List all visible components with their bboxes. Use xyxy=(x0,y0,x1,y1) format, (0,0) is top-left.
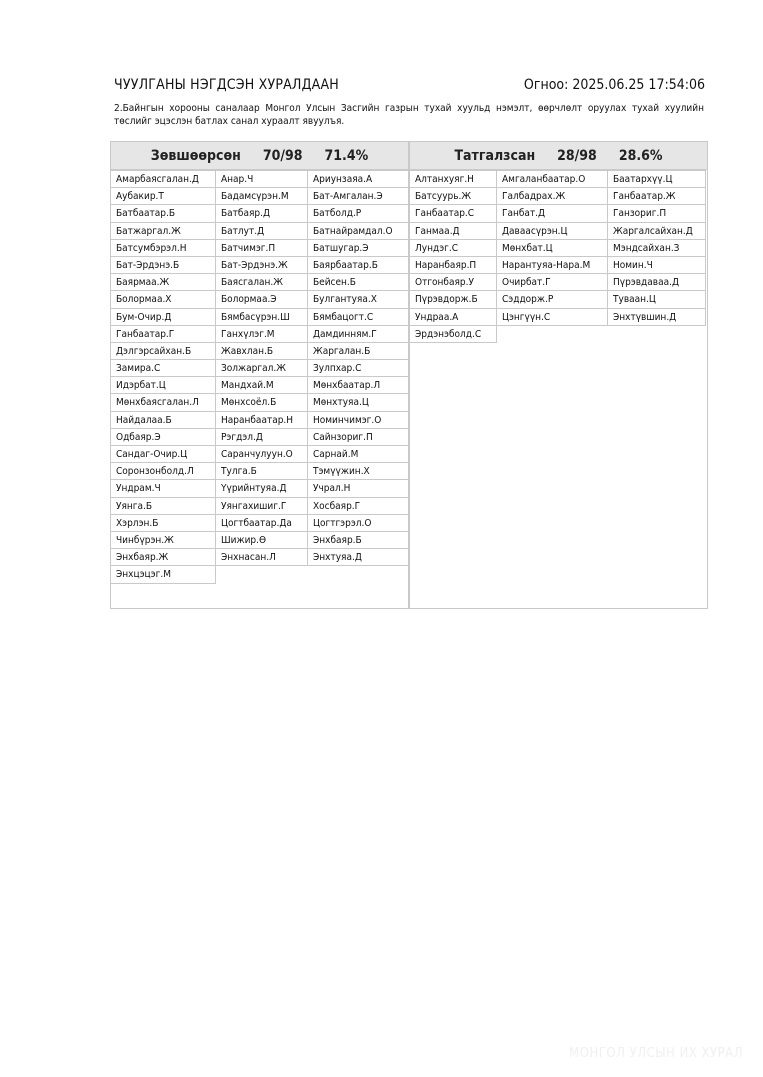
member-name-cell: Шижир.Ө xyxy=(215,531,308,549)
member-name-cell: Батлут.Д xyxy=(215,222,308,240)
member-name-cell: Хосбаяр.Г xyxy=(307,497,409,515)
member-name-cell: Наранбаатар.Н xyxy=(215,411,308,429)
member-name-cell: Соронзонболд.Л xyxy=(110,462,216,480)
member-name-cell: Зулпхар.С xyxy=(307,359,409,377)
member-name-cell: Батсуурь.Ж xyxy=(409,187,497,205)
member-name-cell: Номин.Ч xyxy=(607,256,706,274)
member-name-cell: Замира.С xyxy=(110,359,216,377)
no-votes-header xyxy=(410,142,707,170)
member-name-cell: Энхбаяр.Б xyxy=(307,531,409,549)
member-name-cell: Батнайрамдал.О xyxy=(307,222,409,240)
no-percent: 28.6% xyxy=(618,147,663,164)
member-name-cell: Ундрам.Ч xyxy=(110,479,216,497)
member-name-cell: Энхнасан.Л xyxy=(215,548,308,566)
member-name-cell: Чинбүрэн.Ж xyxy=(110,531,216,549)
member-name-cell: Бат-Эрдэнэ.Б xyxy=(110,256,216,274)
member-name-cell: Бадамсүрэн.М xyxy=(215,187,308,205)
member-name-cell: Анар.Ч xyxy=(215,170,308,188)
yes-names-grid xyxy=(111,170,408,583)
member-name-cell: Амгаланбаатар.О xyxy=(496,170,608,188)
member-name-cell: Бат-Амгалан.Э xyxy=(307,187,409,205)
member-name-cell: Баярбаатар.Б xyxy=(307,256,409,274)
member-name-cell: Ганмаа.Д xyxy=(409,222,497,240)
member-name-cell: Баясгалан.Ж xyxy=(215,273,308,291)
member-name-cell: Энхбаяр.Ж xyxy=(110,548,216,566)
member-name-cell: Мөнхбаатар.Л xyxy=(307,376,409,394)
member-name-cell: Тэмүүжин.Х xyxy=(307,462,409,480)
member-name-cell: Мөнхсоёл.Б xyxy=(215,393,308,411)
member-name-cell: Аубакир.Т xyxy=(110,187,216,205)
member-name-cell: Уянгахишиг.Г xyxy=(215,497,308,515)
member-name-cell: Батболд.Р xyxy=(307,204,409,222)
member-name-cell: Энхтүвшин.Д xyxy=(607,308,706,326)
member-name-cell: Хэрлэн.Б xyxy=(110,514,216,532)
member-name-cell: Ганзориг.П xyxy=(607,204,706,222)
member-name-cell: Тулга.Б xyxy=(215,462,308,480)
member-name-cell: Номинчимэг.О xyxy=(307,411,409,429)
member-name-cell: Саранчулуун.О xyxy=(215,445,308,463)
no-label: Татгалзсан xyxy=(454,147,536,164)
member-name-cell: Бейсен.Б xyxy=(307,273,409,291)
member-name-cell: Найдалаа.Б xyxy=(110,411,216,429)
member-name-cell: Мөнхтуяа.Ц xyxy=(307,393,409,411)
member-name-cell: Батшугар.Э xyxy=(307,239,409,257)
member-name-cell: Ганбат.Д xyxy=(496,204,608,222)
member-name-cell: Энхцэцэг.М xyxy=(110,565,216,583)
member-name-cell: Учрал.Н xyxy=(307,479,409,497)
member-name-cell: Ганбаатар.Г xyxy=(110,325,216,343)
member-name-cell: Ганхүлэг.М xyxy=(215,325,308,343)
member-name-cell: Дамдинням.Г xyxy=(307,325,409,343)
member-name-cell: Цэнгүүн.С xyxy=(496,308,608,326)
member-name-cell: Сандаг-Очир.Ц xyxy=(110,445,216,463)
member-name-cell: Золжаргал.Ж xyxy=(215,359,308,377)
member-name-cell: Очирбат.Г xyxy=(496,273,608,291)
member-name-cell: Бат-Эрдэнэ.Ж xyxy=(215,256,308,274)
member-name-cell: Энхтуяа.Д xyxy=(307,548,409,566)
member-name-cell: Жавхлан.Б xyxy=(215,342,308,360)
member-name-cell: Одбаяр.Э xyxy=(110,428,216,446)
member-name-cell: Цогтгэрэл.О xyxy=(307,514,409,532)
member-name-cell: Пүрэвдорж.Б xyxy=(409,290,497,308)
member-name-cell: Батбаатар.Б xyxy=(110,204,216,222)
session-date: Огноо: 2025.06.25 17:54:06 xyxy=(523,77,705,93)
member-name-cell: Жаргалсайхан.Д xyxy=(607,222,706,240)
member-name-cell: Батсумбэрэл.Н xyxy=(110,239,216,257)
member-name-cell: Сарнай.М xyxy=(307,445,409,463)
yes-votes-panel xyxy=(110,141,409,609)
member-name-cell: Батбаяр.Д xyxy=(215,204,308,222)
member-name-cell: Мэндсайхан.З xyxy=(607,239,706,257)
yes-label: Зөвшөөрсөн xyxy=(150,147,241,164)
member-name-cell: Рэгдэл.Д xyxy=(215,428,308,446)
member-name-cell: Жаргалан.Б xyxy=(307,342,409,360)
member-name-cell: Болормаа.Х xyxy=(110,290,216,308)
member-name-cell: Идэрбат.Ц xyxy=(110,376,216,394)
member-name-cell: Ундраа.А xyxy=(409,308,497,326)
member-name-cell: Ганбаатар.Ж xyxy=(607,187,706,205)
member-name-cell: Галбадрах.Ж xyxy=(496,187,608,205)
member-name-cell: Булгантуяа.Х xyxy=(307,290,409,308)
yes-count: 70/98 xyxy=(262,147,303,164)
member-name-cell: Баатархүү.Ц xyxy=(607,170,706,188)
member-name-cell: Лундэг.С xyxy=(409,239,497,257)
member-name-cell: Алтанхуяг.Н xyxy=(409,170,497,188)
no-names-grid xyxy=(410,170,707,342)
vote-question: 2.Байнгын хорооны саналаар Монгол Улсын Засгийн газрын тухай хуульд нэмэлт, өөрчлөлт оруулах тухай хуулийн төслийг эцэслэн батлах санал хураалт явуулъя. xyxy=(114,103,704,127)
member-name-cell: Наранбаяр.П xyxy=(409,256,497,274)
member-name-cell: Сайнзориг.П xyxy=(307,428,409,446)
member-name-cell: Үүрийнтуяа.Д xyxy=(215,479,308,497)
member-name-cell: Мандхай.М xyxy=(215,376,308,394)
no-count: 28/98 xyxy=(557,147,597,164)
member-name-cell: Мөнхбат.Ц xyxy=(496,239,608,257)
member-name-cell: Баярмаа.Ж xyxy=(110,273,216,291)
member-name-cell: Даваасүрэн.Ц xyxy=(496,222,608,240)
member-name-cell: Болормаа.Э xyxy=(215,290,308,308)
member-name-cell: Цогтбаатар.Да xyxy=(215,514,308,532)
member-name-cell: Ганбаатар.С xyxy=(409,204,497,222)
member-name-cell: Эрдэнэболд.С xyxy=(409,325,497,343)
no-votes-panel xyxy=(409,141,708,609)
member-name-cell: Амарбаясгалан.Д xyxy=(110,170,216,188)
member-name-cell: Батчимэг.П xyxy=(215,239,308,257)
member-name-cell: Батжаргал.Ж xyxy=(110,222,216,240)
yes-percent: 71.4% xyxy=(324,147,369,164)
session-title: ЧУУЛГАНЫ НЭГДСЭН ХУРАЛДААН xyxy=(114,77,339,93)
member-name-cell: Отгонбаяр.У xyxy=(409,273,497,291)
watermark: МОНГОЛ УЛСЫН ИХ ХУРАЛ xyxy=(569,1046,743,1061)
member-name-cell: Сэддорж.Р xyxy=(496,290,608,308)
yes-votes-header xyxy=(111,142,408,170)
member-name-cell: Нарантуяа-Нара.М xyxy=(496,256,608,274)
member-name-cell: Бум-Очир.Д xyxy=(110,308,216,326)
member-name-cell: Бямбацогт.С xyxy=(307,308,409,326)
member-name-cell: Туваан.Ц xyxy=(607,290,706,308)
member-name-cell: Уянга.Б xyxy=(110,497,216,515)
member-name-cell: Пүрэвдаваа.Д xyxy=(607,273,706,291)
member-name-cell: Мөнхбаясгалан.Л xyxy=(110,393,216,411)
member-name-cell: Ариунзаяа.А xyxy=(307,170,409,188)
member-name-cell: Бямбасүрэн.Ш xyxy=(215,308,308,326)
member-name-cell: Дэлгэрсайхан.Б xyxy=(110,342,216,360)
